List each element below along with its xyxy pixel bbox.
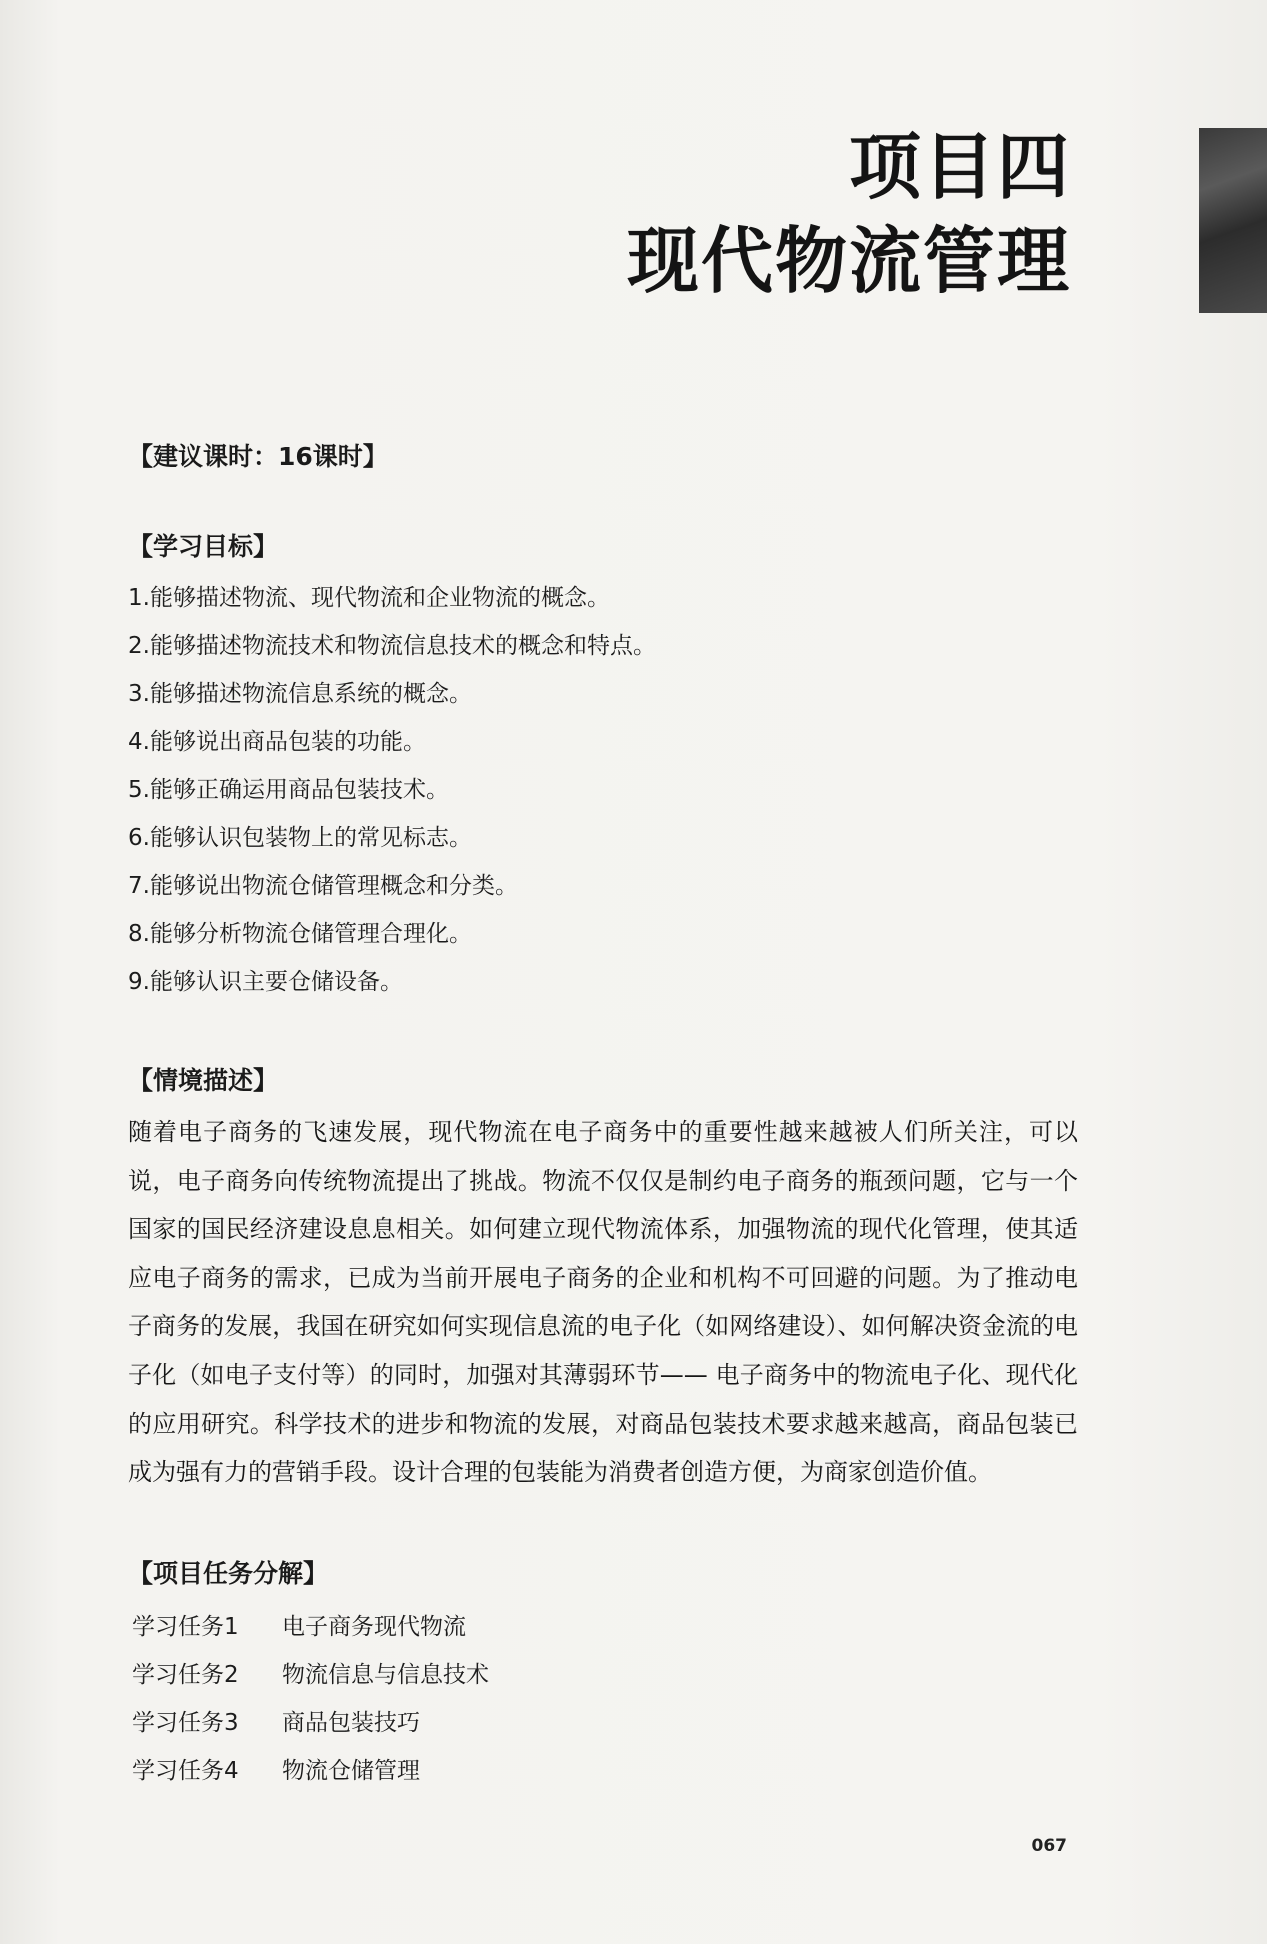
objective-item: 1.能够描述物流、现代物流和企业物流的概念。 bbox=[128, 585, 610, 611]
suggested-hours: 【建议课时：16课时】 bbox=[128, 442, 388, 471]
task-label: 学习任务4 bbox=[132, 1757, 239, 1784]
task-item bbox=[132, 1603, 1078, 1651]
task-label: 学习任务3 bbox=[132, 1709, 239, 1736]
objective-item: 2.能够描述物流技术和物流信息技术的概念和特点。 bbox=[128, 633, 656, 659]
objectives-heading: 【学习目标】 bbox=[128, 532, 279, 561]
scenario-paragraph: 随着电子商务的飞速发展，现代物流在电子商务中的重要性越来越被人们所关注，可以说，电子商务向传统物流提出了挑战。物流不仅仅是制约电子商务的瓶颈问题，它与一个国家的国民经济建设息息相关。如何建立现代物流体系，加强物流的现代化管理，使其适应电子商务的需求，已成为当前开展电子商务的企业和机构不可回避的问题。为了推动电子商务的发展，我国在研究如何实现信息流的电子化（如网络建设）、如何解决资金流的电子化（如电子支付等）的同时，加强对其薄弱环节—— 电子商务中的物流电子化、现代化的应用研究。科学技术的进步和物流的发展，对商品包装技术要求越来越高，商品包装已成为强有力的营销手段。设计合理的包装能为消费者创造方便，为商家创造价值。 bbox=[128, 1118, 1078, 1487]
chapter-number: 项目四 bbox=[848, 125, 1071, 209]
task-item bbox=[132, 1651, 1078, 1699]
objective-item: 7.能够说出物流仓储管理概念和分类。 bbox=[128, 873, 518, 899]
objective-item: 3.能够描述物流信息系统的概念。 bbox=[128, 681, 472, 707]
objective-item: 6.能够认识包装物上的常见标志。 bbox=[128, 825, 472, 851]
objective-item: 9.能够认识主要仓储设备。 bbox=[128, 969, 403, 995]
chapter-name: 现代物流管理 bbox=[626, 219, 1071, 303]
task-name: 物流仓储管理 bbox=[282, 1757, 420, 1784]
task-name: 商品包装技巧 bbox=[282, 1709, 420, 1736]
objective-item: 8.能够分析物流仓储管理合理化。 bbox=[128, 921, 472, 947]
objectives-list bbox=[128, 574, 1078, 1006]
page-content bbox=[128, 438, 1078, 1795]
task-item bbox=[132, 1699, 1078, 1747]
scenario-heading: 【情境描述】 bbox=[128, 1066, 279, 1095]
chapter-title bbox=[627, 120, 1071, 308]
tasks-heading: 【项目任务分解】 bbox=[128, 1558, 329, 1588]
tasks-list bbox=[132, 1603, 1078, 1795]
task-name: 电子商务现代物流 bbox=[282, 1613, 466, 1640]
task-item bbox=[132, 1747, 1078, 1795]
task-label: 学习任务2 bbox=[132, 1661, 239, 1688]
objective-item: 4.能够说出商品包装的功能。 bbox=[128, 729, 426, 755]
task-label: 学习任务1 bbox=[132, 1613, 239, 1640]
objective-item: 5.能够正确运用商品包装技术。 bbox=[128, 777, 449, 803]
page-number: 067 bbox=[1031, 1836, 1067, 1856]
task-name: 物流信息与信息技术 bbox=[282, 1661, 489, 1688]
chapter-edge-tab bbox=[1199, 128, 1267, 313]
